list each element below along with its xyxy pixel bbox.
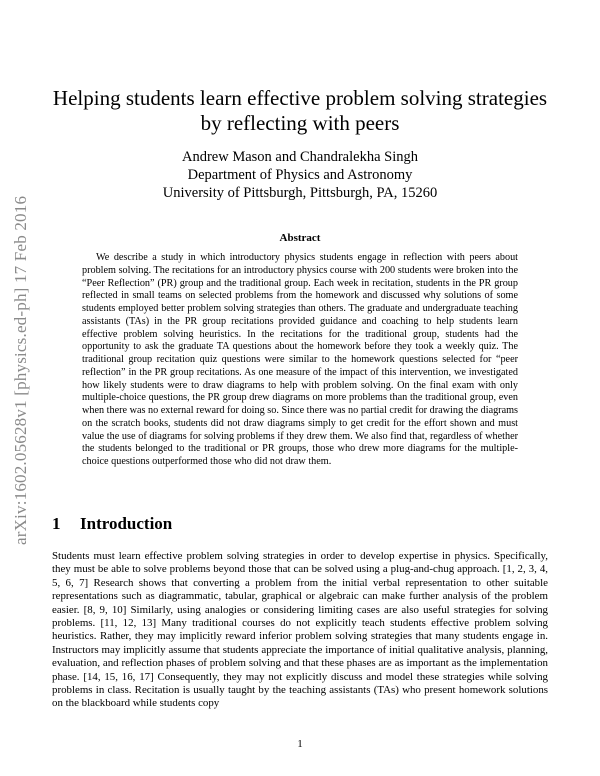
- section-heading: [52, 514, 548, 534]
- paper-title: Helping students learn effective problem solving strategies by reflecting with peers: [52, 86, 548, 135]
- arxiv-identifier-stamp[interactable]: arXiv:1602.05628v1 [physics.ed-ph] 17 Feb 2016: [11, 195, 30, 545]
- author-department: Department of Physics and Astronomy: [187, 167, 413, 183]
- page-number: 1: [297, 738, 303, 750]
- section-title-text: Introduction: [80, 514, 173, 533]
- author-block: [52, 148, 548, 202]
- abstract-text: We describe a study in which introductory physics students engage in reflection with peers about problem solving. The recitations for an introductory physics course with 200 students were broken into the “Peer Reflection” (PR) group and the traditional group. Each week in recitation, students in the PR group reflected in small teams on selected problems from the homework and discussed why solutions of some students employed better problem solving strategies than others. The graduate and undergraduate teaching assistants (TAs) in the PR group recitations provided guidance and coaching to help students learn effective problem solving heuristics. In the recitations for the traditional group, students had the opportunity to ask the graduate TA questions about the homework before they took a weekly quiz. The traditional group recitation quiz questions were similar to the homework questions selected for “peer reflection” in the PR group recitations. As one measure of the impact of this intervention, we investigated how likely students were to draw diagrams to help with problem solving. On the final exam with only multiple-choice questions, the PR group drew diagrams on more problems than the traditional group, even when there was no external reward for doing so. Since there was no partial credit for drawing the diagrams on the scratch books, students did not draw diagrams simply to get credit for the effort shown and must value the use of diagrams for solving problems if they drew them. We also find that, regardless of whether the students belonged to the traditional or PR groups, those who drew more diagrams for the multiple-choice questions outperformed those who did not draw them.: [82, 252, 518, 467]
- introduction-text: Students must learn effective problem solving strategies in order to develop expertise in physics. Specifically, they must be able to solve problems beyond those that can be solved using a plug-and-chug approach. [1, 2, 3, 4, 5, 6, 7] Research shows that converting a problem from the initial verbal representation to other suitable representations such as diagrammatic, tabular, graphical or algebraic can make further analysis of the problem easier. [8, 9, 10] Similarly, using analogies or considering limiting cases are also useful strategies for solving problems. [11, 12, 13] Many traditional courses do not explicitly teach students effective problem solving heuristics. Rather, they may implicitly reward inferior problem solving strategies that many students engage in. Instructors may implicitly assume that students appreciate the importance of initial qualitative analysis, planning, evaluation, and reflection phases of problem solving and that these phases are as important as the implementation phase. [14, 15, 16, 17] Consequently, they may not explicitly discuss and model these strategies while solving problems in class. Recitation is usually taught by the teaching assistants (TAs) who present homework solutions on the blackboard while students copy: [52, 550, 548, 710]
- section-number: 1: [52, 514, 61, 533]
- abstract-heading: Abstract: [279, 232, 321, 244]
- author-affiliation: University of Pittsburgh, Pittsburgh, PA, 15260: [162, 185, 438, 201]
- author-names: Andrew Mason and Chandralekha Singh: [182, 149, 418, 165]
